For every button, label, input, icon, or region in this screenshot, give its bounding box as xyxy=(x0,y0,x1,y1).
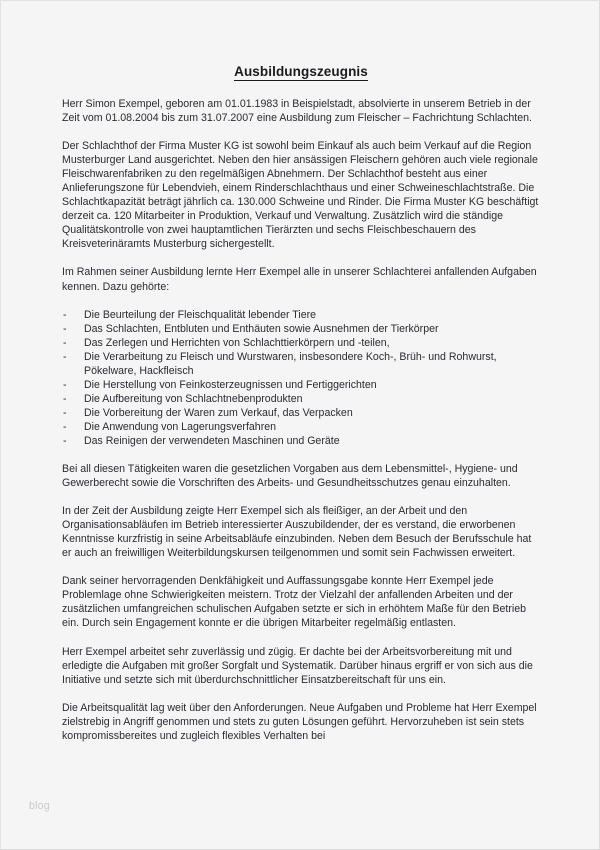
list-marker: - xyxy=(63,322,67,335)
list-item-label: Das Zerlegen und Herrichten von Schlachttierkörpern und -teilen, xyxy=(84,336,390,349)
list-item-label: Das Schlachten, Entbluten und Enthäuten sowie Ausnehmen der Tierkörper xyxy=(84,322,439,335)
paragraph-ability: Dank seiner hervorragenden Denkfähigkeit und Auffassungsgabe konnte Herr Exempel jede Problemlage ohne Schwierigkeiten meistern. Trotz der Vielzahl der anfallenden Arbeiten und der zusätzlichen umfangreichen schulischen Aufgaben setzte er sich in erhöhtem Maße für den Betrieb ein. Durch sein Engagement konnte er die übrigen Mitarbeiter regelmäßig entlasten. xyxy=(62,575,527,630)
list-item xyxy=(62,350,542,378)
list-item-label: Die Herstellung von Feinkosterzeugnissen und Fertiggerichten xyxy=(84,378,377,391)
list-item-label: Das Reinigen der verwendeten Maschinen und Geräte xyxy=(84,434,340,447)
list-marker: - xyxy=(63,392,67,405)
task-list xyxy=(62,308,542,448)
document-body xyxy=(62,97,542,743)
list-marker: - xyxy=(63,308,67,321)
list-item-label: Die Anwendung von Lagerungsverfahren xyxy=(84,420,277,433)
paragraph-conduct-learning: In der Zeit der Ausbildung zeigte Herr Exempel sich als fleißiger, an der Arbeit und den Organisationsabläufen im Betrieb interessierter Auszubildender, der es verstand, die erworbenen Kenntnisse kurzfristig in seine Arbeitsabläufe einzubinden. Neben dem Besuch der Berufsschule hat er auch an freiwilligen Weiterbildungskursen teilgenommen und somit sein Fachwissen erweitert. xyxy=(62,505,532,560)
list-item xyxy=(62,308,542,322)
list-item xyxy=(62,392,542,406)
list-marker: - xyxy=(63,350,67,363)
list-item xyxy=(62,420,542,434)
list-item xyxy=(62,434,542,448)
paragraph-training-scope: Im Rahmen seiner Ausbildung lernte Herr Exempel alle in unserer Schlachterei anfallenden Aufgaben kennen. Dazu gehörte: xyxy=(62,266,537,293)
paragraph-intro: Herr Simon Exempel, geboren am 01.01.1983 in Beispielstadt, absolvierte in unserem Betrieb in der Zeit vom 01.08.2004 bis zum 31.07.2007 eine Ausbildung zum Fleischer – Fachrichtung Schlachten. xyxy=(62,98,532,125)
list-item xyxy=(62,378,542,392)
list-item-label: Die Aufbereitung von Schlachtnebenprodukten xyxy=(84,392,303,405)
list-item-label: Die Verarbeitung zu Fleisch und Wurstwaren, insbesondere Koch-, Brüh- und Rohwurst, Pökelware, Hackfleisch xyxy=(84,350,497,377)
list-item-label: Die Beurteilung der Fleischqualität lebender Tiere xyxy=(84,308,317,321)
list-item xyxy=(62,336,542,350)
paragraph-company-description: Der Schlachthof der Firma Muster KG ist sowohl beim Einkauf als auch beim Verkauf auf die Region Musterburger Land ausgerichtet. Neben den hier ansässigen Fleischern gehören auch viele regionale Fleischwarenfabriken zu den regelmäßigen Abnehmern. Der Schlachthof besteht aus einer Anlieferungszone für Lebendvieh, einem Rinderschlachthaus und einer Schweineschlachtstraße. Die Schlachtkapazität beträgt jährlich ca. 130.000 Schweine und Rinder. Die Firma Muster KG beschäftigt derzeit ca. 120 Mitarbeiter in Produktion, Verkauf und Verwaltung. Zusätzlich wird die ständige Qualitätskontrolle von zwei hauptamtlichen Tierärzten und sechs Fleischbeschauern des Kreisveterinäramts Musterburg sichergestellt. xyxy=(62,140,539,251)
list-marker: - xyxy=(63,406,67,419)
paragraph-work-quality: Die Arbeitsqualität lag weit über den Anforderungen. Neue Aufgaben und Probleme hat Herr Exempel zielstrebig in Angriff genommen und stets zu guten Lösungen geführt. Hervorzuheben ist sein stets kompromissbereites und zugleich flexibles Verhalten bei xyxy=(62,701,537,742)
paragraph-legal-requirements: Bei all diesen Tätigkeiten waren die gesetzlichen Vorgaben aus dem Lebensmittel-, Hygiene- und Gewerberecht sowie die Vorschriften des Arbeits- und Gesundheitsschutzes genau einzuhalten. xyxy=(62,463,518,490)
list-item xyxy=(62,406,542,420)
list-marker: - xyxy=(63,434,67,447)
list-marker: - xyxy=(63,420,67,433)
list-item xyxy=(62,322,542,336)
list-item-label: Die Vorbereitung der Waren zum Verkauf, das Verpacken xyxy=(84,406,353,419)
list-marker: - xyxy=(63,336,67,349)
document-sheet xyxy=(1,1,600,850)
watermark-text: blog xyxy=(29,800,50,812)
paragraph-work-style: Herr Exempel arbeitet sehr zuverlässig und zügig. Er dachte bei der Arbeitsvorbereitung mit und erledigte die Aufgaben mit großer Sorgfalt und Systematik. Darüber hinaus ergriff er von sich aus die Initiative und setzte sich mit überdurchschnittlicher Einsatzbereitschaft für uns ein. xyxy=(62,645,533,686)
page-title xyxy=(1,64,600,79)
page-title-text: Ausbildungszeugnis xyxy=(234,64,368,80)
list-marker: - xyxy=(63,378,67,391)
